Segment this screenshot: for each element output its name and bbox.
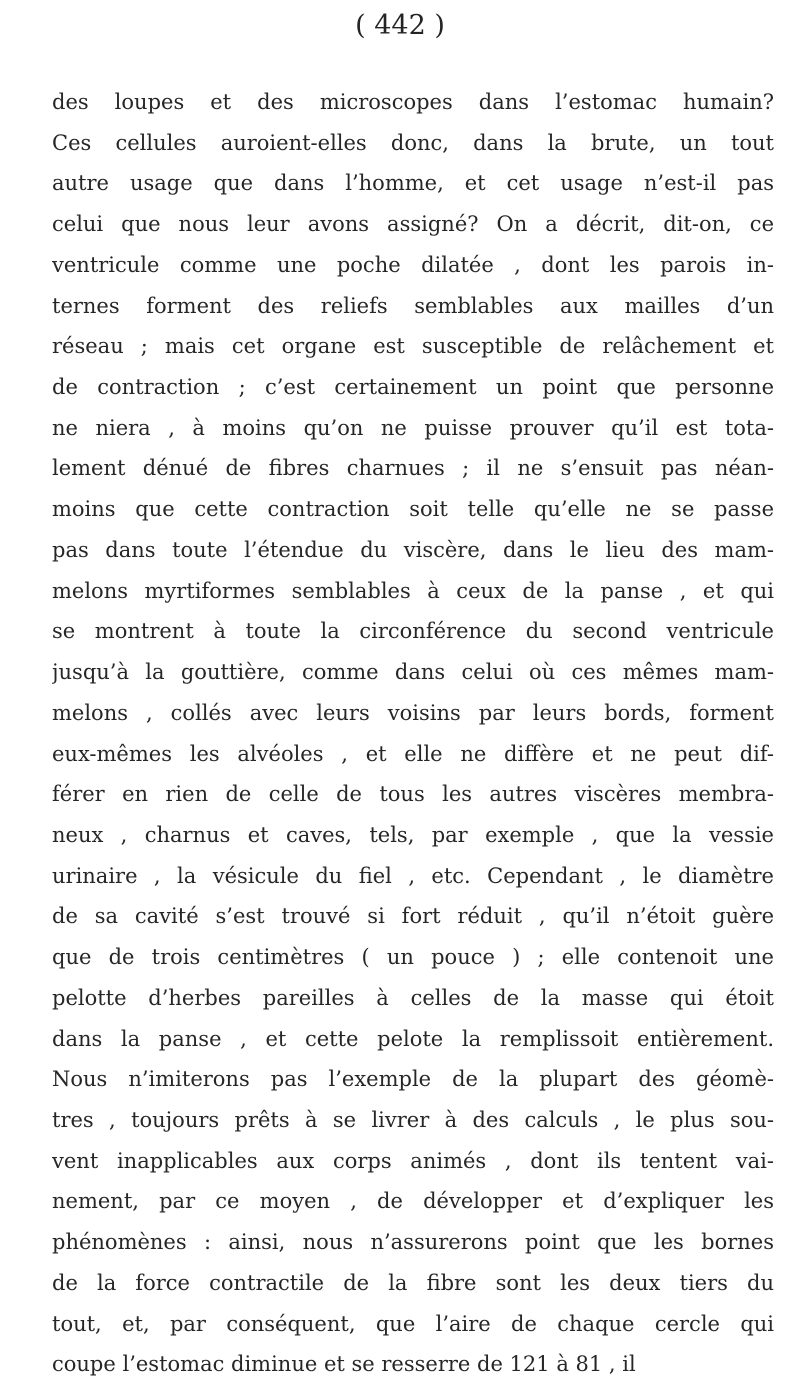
text-line: ternes forment des reliefs semblables aux mailles d’un (52, 293, 774, 318)
text-line: Ces cellules auroient-elles donc, dans la brute, un tout (52, 130, 774, 155)
text-line: dans la panse , et cette pelote la remplissoit entièrement. (52, 1026, 774, 1051)
text-line: de contraction ; c’est certainement un point que personne (52, 375, 774, 400)
text-line: urinaire , la vésicule du fiel , etc. Cependant , le diamètre (52, 863, 774, 888)
text-line: pas dans toute l’étendue du viscère, dans le lieu des mam- (52, 537, 774, 562)
text-line: lement dénué de fibres charnues ; il ne s’ensuit pas néan- (52, 456, 774, 481)
text-line: coupe l’estomac diminue et se resserre de 121 à 81 , il (52, 1352, 636, 1377)
text-line: eux-mêmes les alvéoles , et elle ne diffère et ne peut dif- (52, 741, 774, 766)
text-line: de la force contractile de la fibre sont les deux tiers du (52, 1270, 774, 1295)
text-line: Nous n’imiterons pas l’exemple de la plupart des géomè- (52, 1067, 774, 1092)
text-line: réseau ; mais cet organe est susceptible de relâchement et (52, 334, 774, 359)
text-line: autre usage que dans l’homme, et cet usage n’est-il pas (52, 171, 774, 196)
text-line: de sa cavité s’est trouvé si fort réduit , qu’il n’étoit guère (52, 904, 774, 929)
text-line: melons myrtiformes semblables à ceux de la panse , et qui (52, 578, 774, 603)
text-line: celui que nous leur avons assigné? On a décrit, dit-on, ce (52, 212, 774, 237)
page-number: ( 442 ) (355, 10, 445, 41)
text-line: ne niera , à moins qu’on ne puisse prouver qu’il est tota- (52, 415, 774, 440)
text-line: moins que cette contraction soit telle qu’elle ne se passe (52, 497, 774, 522)
text-line: ventricule comme une poche dilatée , dont les parois in- (52, 252, 774, 277)
text-line: tres , toujours prêts à se livrer à des calculs , le plus sou- (52, 1107, 774, 1132)
text-line: tout, et, par conséquent, que l’aire de chaque cercle qui (52, 1311, 774, 1336)
text-line: phénomènes : ainsi, nous n’assurerons point que les bornes (52, 1230, 774, 1255)
text-line: vent inapplicables aux corps animés , dont ils tentent vai- (52, 1148, 774, 1173)
text-line: melons , collés avec leurs voisins par leurs bords, forment (52, 700, 774, 725)
text-line: jusqu’à la gouttière, comme dans celui où ces mêmes mam- (52, 660, 774, 685)
text-line: pelotte d’herbes pareilles à celles de la masse qui étoit (52, 985, 774, 1010)
text-line: se montrent à toute la circonférence du second ventricule (52, 619, 774, 644)
text-line: des loupes et des microscopes dans l’estomac humain? (52, 90, 774, 114)
text-line: nement, par ce moyen , de développer et d’expliquer les (52, 1189, 774, 1214)
text-line: que de trois centimètres ( un pouce ) ; elle contenoit une (52, 945, 774, 970)
body-text (52, 82, 774, 1385)
text-line: férer en rien de celle de tous les autres viscères membra- (52, 782, 774, 807)
text-line: neux , charnus et caves, tels, par exemple , que la vessie (52, 822, 774, 847)
